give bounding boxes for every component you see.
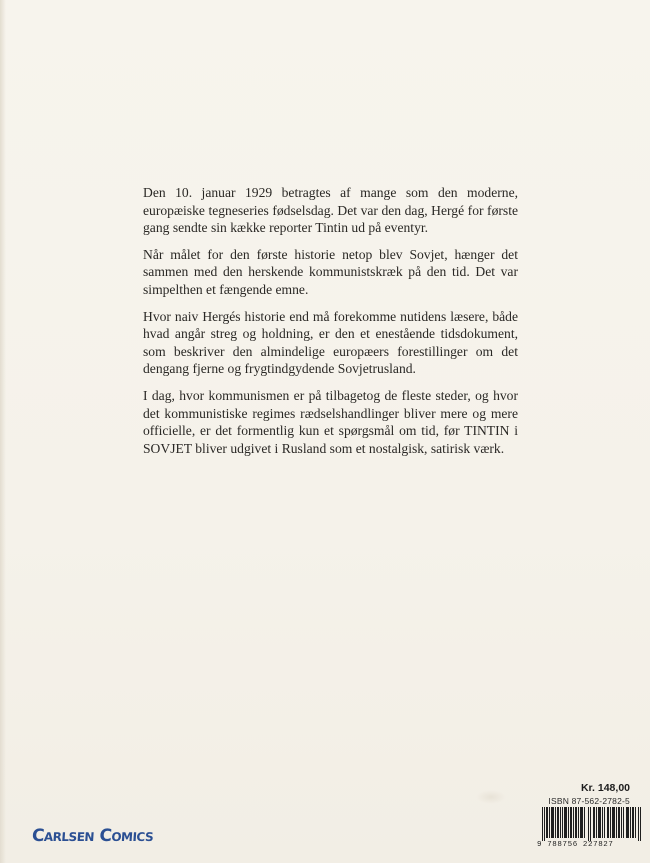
blurb-text [143, 184, 518, 466]
paper-smudge [476, 790, 506, 804]
page-edge-shadow [0, 0, 6, 863]
barcode [537, 807, 643, 849]
isbn-label: ISBN 87-562-2782-5 [548, 796, 630, 806]
publisher-logo: Carlsen Comics [31, 826, 154, 846]
price-label: Kr. 148,00 [580, 782, 630, 794]
blurb-paragraph-3: Hvor naiv Hergés historie end må forekomme nutidens læsere, både hvad angår streg og holdning, er den et enestående tidsdokument, som beskriver den almindelige europæers forestillinger om det dengang fjerne og frygtindgydende Sovjetrusland. [143, 308, 518, 377]
barcode-icon [542, 807, 642, 841]
blurb-paragraph-4: I dag, hvor kommunismen er på tilbagetog de fleste steder, og hvor det kommunistiske regimes rædselshandlinger bliver mere og mere officielle, er det formentlig kun et spørgsmål om tid, før TINTIN i SOVJET bliver udgivet i Rusland som et nostalgisk, satirisk værk. [143, 387, 518, 456]
blurb-paragraph-2: Når målet for den første historie netop blev Sovjet, hænger det sammen med den herskende kommunistskræk på den tid. Det var simpelthen et fængende emne. [143, 246, 518, 297]
barcode-digits: 9 788756 227827 [537, 841, 614, 849]
blurb-paragraph-1: Den 10. januar 1929 betragtes af mange som den moderne, europæiske tegneseries fødselsdag. Det var den dag, Hergé for første gang sendte sin kække reporter Tintin ud på eventyr. [143, 185, 518, 236]
